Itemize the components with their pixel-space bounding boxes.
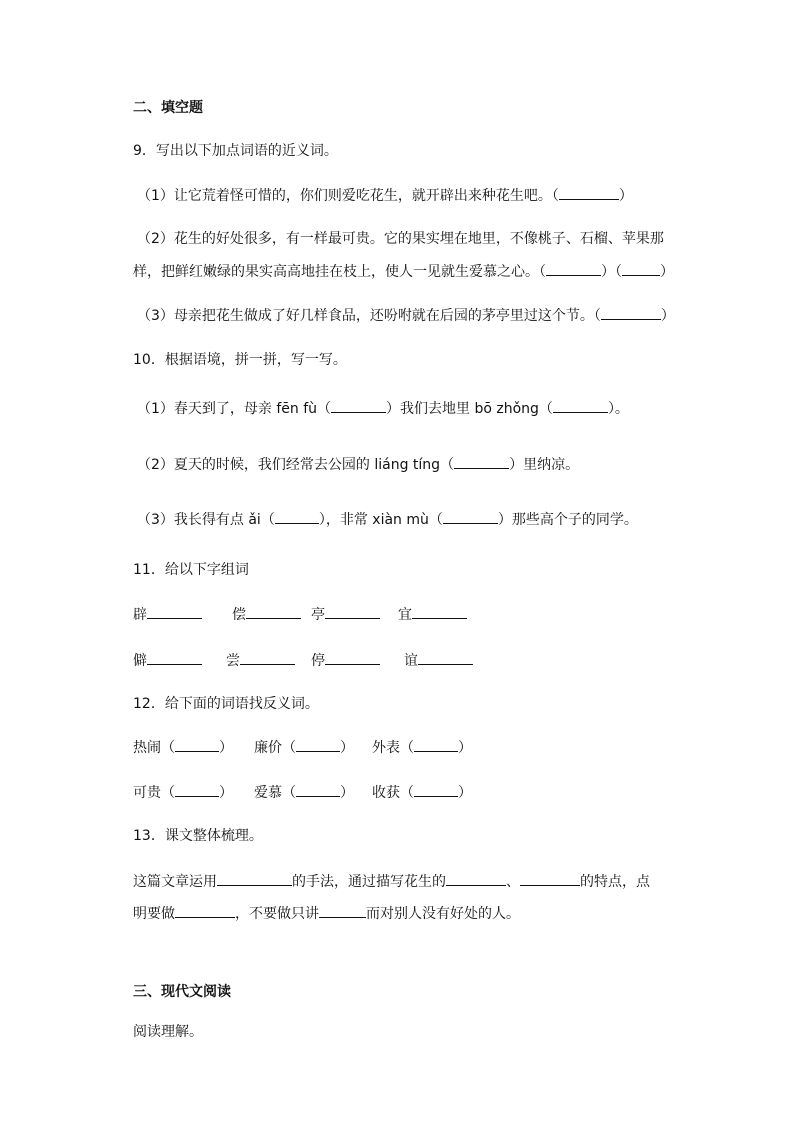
q9-title: 9．写出以下加点词语的近义词。 [133, 143, 338, 159]
q11-char-item: 宜 [398, 604, 467, 625]
q12-word-item: 收获（ ） [372, 782, 472, 803]
q12-word-item: 外表（ ） [372, 737, 472, 758]
answer-blank[interactable] [275, 509, 319, 524]
answer-blank[interactable] [240, 650, 295, 665]
q10-title: 10．根据语境，拼一拼，写一写。 [133, 352, 347, 368]
q13-line2: 明要做 ，不要做只讲 而对别人没有好处的人。 [133, 903, 520, 924]
q10-sub1: （1）春天到了，母亲 fēn fù（ ）我们去地里 bō zhǒng（ ）。 [137, 398, 629, 419]
answer-blank[interactable] [414, 737, 458, 752]
q9-sub1: （1）让它荒着怪可惜的，你们则爱吃花生，就开辟出来种花生吧。（ ） [137, 185, 633, 206]
answer-blank[interactable] [319, 903, 366, 918]
q12-word-item: 廉价（ ） [254, 737, 354, 758]
section-3-heading: 三、现代文阅读 [133, 984, 231, 1000]
answer-blank[interactable] [217, 871, 292, 886]
answer-blank[interactable] [454, 454, 509, 469]
q13-title: 13．课文整体梳理。 [133, 828, 263, 844]
q11-char-item: 亭 [311, 604, 380, 625]
answer-blank[interactable] [553, 398, 608, 413]
section-2-heading: 二、填空题 [133, 100, 203, 116]
answer-blank[interactable] [325, 650, 380, 665]
q11-char-item: 偿 [232, 604, 301, 625]
answer-blank[interactable] [147, 604, 202, 619]
answer-blank[interactable] [175, 782, 219, 797]
q13-line1: 这篇文章运用 的手法，通过描写花生的 、 的特点，点 [133, 871, 650, 892]
answer-blank[interactable] [296, 782, 340, 797]
answer-blank[interactable] [546, 261, 601, 276]
answer-blank[interactable] [325, 604, 380, 619]
q11-char-item: 尝 [226, 650, 295, 671]
q9-sub2-line2: 样，把鲜红嫩绿的果实高高地挂在枝上，使人一见就生爱慕之心。（ ）（ ） [133, 261, 674, 282]
answer-blank[interactable] [296, 737, 340, 752]
answer-blank[interactable] [601, 305, 661, 320]
reading-instruction: 阅读理解。 [133, 1024, 203, 1040]
q10-sub2: （2）夏天的时候，我们经常去公园的 liáng tíng（ ）里纳凉。 [137, 454, 579, 475]
answer-blank[interactable] [412, 604, 467, 619]
answer-blank[interactable] [414, 782, 458, 797]
q12-title: 12．给下面的词语找反义词。 [133, 696, 319, 712]
q11-title: 11．给以下字组词 [133, 562, 249, 578]
q12-word-item: 爱慕（ ） [254, 782, 354, 803]
answer-blank[interactable] [559, 185, 619, 200]
answer-blank[interactable] [418, 650, 473, 665]
answer-blank[interactable] [175, 737, 219, 752]
q11-char-item: 停 [311, 650, 380, 671]
answer-blank[interactable] [622, 261, 660, 276]
answer-blank[interactable] [147, 650, 202, 665]
q12-word-item: 可贵（ ） [133, 782, 233, 803]
answer-blank[interactable] [446, 871, 506, 886]
answer-blank[interactable] [443, 509, 498, 524]
answer-blank[interactable] [331, 398, 386, 413]
answer-blank[interactable] [246, 604, 301, 619]
q12-word-item: 热闹（ ） [133, 737, 233, 758]
q9-sub3: （3）母亲把花生做成了好几样食品，还吩咐就在后园的茅亭里过这个节。（ ） [137, 305, 675, 326]
q11-char-item: 僻 [133, 650, 202, 671]
q11-char-item: 辟 [133, 604, 202, 625]
answer-blank[interactable] [520, 871, 580, 886]
q9-sub2-line1: （2）花生的好处很多，有一样最可贵。它的果实埋在地里，不像桃子、石榴、苹果那 [137, 231, 664, 247]
q10-sub3: （3）我长得有点 ǎi（ ），非常 xiàn mù（ ）那些高个子的同学。 [137, 509, 638, 530]
q11-char-item: 谊 [404, 650, 473, 671]
answer-blank[interactable] [175, 903, 235, 918]
